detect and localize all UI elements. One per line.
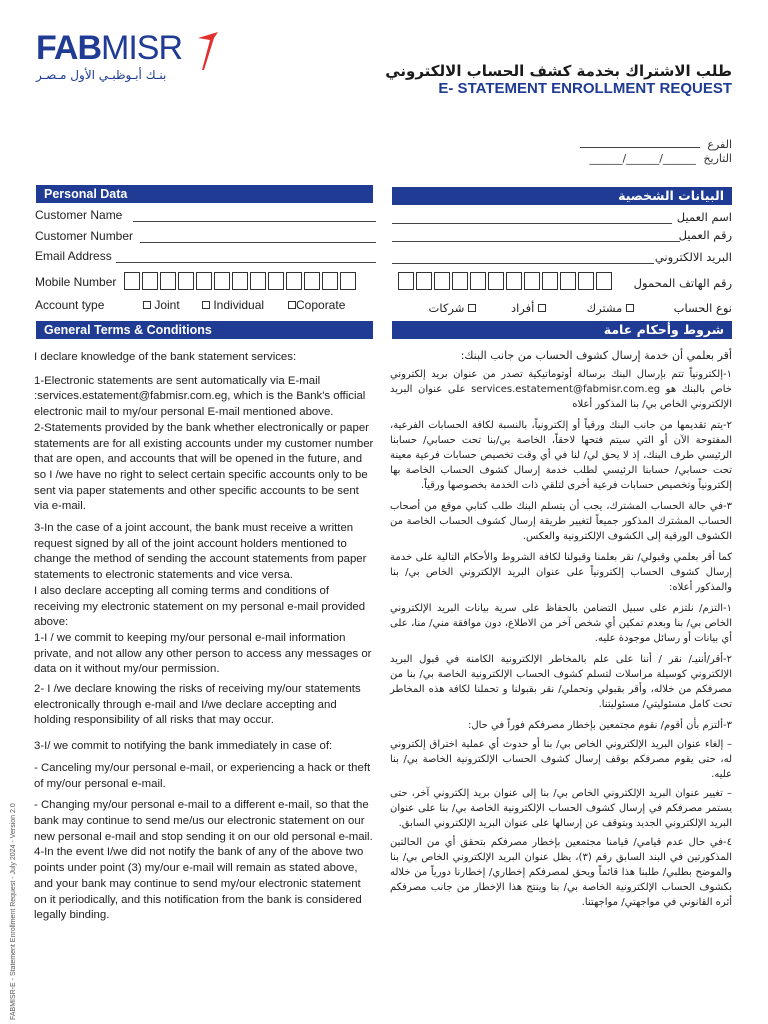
mobile-digit-boxes[interactable]	[124, 272, 356, 290]
mobile-label: Mobile Number	[35, 275, 117, 289]
terms-header-ar: شروط وأحكام عامة	[392, 321, 732, 339]
checkbox-square[interactable]	[288, 301, 296, 309]
terms-ar-item: – إلغاء عنوان البريد الإلكتروني الخاص بي/ بنا أو حدوث أي عملية اختراق إلكتروني له، حتى يقوم مصرفكم بوقف إرسال كشوف الحساب الإلكترونية الخاصة بي/ بنا عليه.	[390, 739, 732, 780]
digit-box[interactable]	[286, 272, 302, 290]
terms-ar-item: ٢-يتم تقديمها من جانب البنك ورقياً أو إلكترونياً، بالنسبة لكافة الحسابات الفرعية، المفتوحة الآن أو التي سيتم فتحها لاحقاً، الخاصة بي/بنا تحت حسابي/ حسابنا الرئيسي طرف البنك، إذ لا يحق لي/ لنا في أي وقت تخصيص حسابات فرعية معينة تحت حسابي/ حسابنا الرئيسي لطلب خدمة إرسال كشوف الحساب الخاصة بها إلكترونياً وتخصيص حسابات فرعية أخرى لتلقي ذات الخدمة بخصوصها ورقياً.	[390, 420, 732, 491]
digit-box[interactable]	[488, 272, 504, 290]
digit-box[interactable]	[250, 272, 266, 290]
customer-name-input-ar[interactable]	[392, 223, 672, 224]
document-code: FABMISR-E - Statement Enrollment Request - July 2024 - Version 2.0	[10, 803, 17, 1020]
customer-number-label: Customer Number	[35, 229, 134, 243]
terms-ar-intro: أقر بعلمي أن خدمة إرسال كشوف الحساب من جانب البنك:	[460, 349, 732, 362]
digit-box[interactable]	[178, 272, 194, 290]
corporate-label-ar: شركات	[428, 301, 465, 315]
email-label: Email Address	[35, 249, 112, 263]
digit-box[interactable]	[124, 272, 140, 290]
account-type-label: Account type	[35, 298, 105, 312]
logo-fab: FAB	[36, 29, 101, 67]
customer-number-label-ar: رقم العميل	[678, 228, 732, 242]
logo-mark-icon	[194, 30, 220, 72]
terms-ar-item: كما أقر بعلمي وقبولي/ نقر بعلمنا وقبولنا لكافة الشروط والأحكام التالية على خدمة إرسال كشوف الحساب إلكترونياً على عنوان البريد الإلكتروني الخاص بي/ بنا والمذكور أعلاه:	[390, 552, 732, 593]
corporate-checkbox-ar[interactable]	[429, 301, 476, 315]
joint-label: Joint	[154, 298, 180, 312]
digit-box[interactable]	[304, 272, 320, 290]
digit-box[interactable]	[524, 272, 540, 290]
terms-ar-item: ٤-في حال عدم قيامي/ قيامنا مجتمعين بإخطار مصرفكم بتحقق أي من الحالتين المذكورتين في البند السابق رقم (٣)، يظل عنوان البريد الإلكتروني الخاص بي/ بنا والموضح بطلبي/ طلبنا هذا قائماً ويحق لمصرفكم إخطاري/ إخطارنا دورياً من خلاله بكشوف الحساب الإلكترونية الخاصة بي/ بنا وينتج هذا الإخطار من جانب مصرفكم أثره القانوني في مواجهتي/ مواجهتنا.	[390, 837, 732, 908]
date-label: التاريخ	[703, 152, 732, 165]
title-english: E- STATEMENT ENROLLMENT REQUEST	[438, 80, 732, 97]
checkbox-square[interactable]	[468, 304, 476, 312]
customer-name-label-ar: اسم العميل	[676, 210, 732, 224]
checkbox-square[interactable]	[143, 301, 151, 309]
digit-box[interactable]	[196, 272, 212, 290]
terms-ar-item: ٢-أقر/أننيـ/ نقر / أننا على علم بالمخاطر الإلكترونية الكامنة في قبول البريد الإلكتروني كوسيلة مراسلات لتسلم كشوف الحساب الإلكترونية الخاصة بي/ بنا من مصرفكم من خلاله، وأقر بقبولي وتحملي/ نقر بقبولنا و تحملنا لكافة هذه المخاطر تحت كامل مسئوليتي/ مسئوليتنا.	[390, 654, 732, 710]
digit-box[interactable]	[268, 272, 284, 290]
customer-number-input[interactable]	[140, 242, 376, 243]
email-input[interactable]	[116, 262, 376, 263]
digit-box[interactable]	[542, 272, 558, 290]
individual-checkbox-ar[interactable]	[511, 301, 546, 315]
terms-ar-item: ١-إلكترونياً تتم بإرسال البنك برسالة أوتوماتيكية تصدر من عنوان بريد إلكتروني خاص بالبنك هو services.estatement@fabmisr.com.eg على عنوان البريد الإلكتروني الخاص بي/ بنا المذكور أعلاه	[390, 369, 732, 410]
date-field[interactable]	[590, 152, 732, 165]
personal-data-header: Personal Data	[36, 185, 373, 203]
joint-checkbox[interactable]	[143, 298, 180, 312]
digit-box[interactable]	[416, 272, 432, 290]
branch-line	[580, 147, 700, 148]
email-input-ar[interactable]	[392, 263, 654, 264]
email-label-ar: البريد الالكتروني	[654, 250, 732, 264]
mobile-label-ar: رقم الهاتف المحمول	[633, 276, 732, 290]
customer-name-input[interactable]	[133, 221, 376, 222]
branch-label: الفرع	[707, 138, 732, 151]
terms-en-item: 1-Electronic statements are sent automatically via E-mail :services.estatement@fabmisr.com.eg, which is the Bank's official electronic mail to my/our personal E-mail mentioned above.	[34, 374, 366, 419]
terms-ar-item: – تغيير عنوان البريد الإلكتروني الخاص بي/ بنا إلى عنوان بريد إلكتروني آخر، حتى يستمر مصرفكم في إرسال كشوف الحساب الإلكترونية الخاصة بي/ بنا على عنوان البريد الإلكتروني الجديد وبتوقف عن إرسالها على عنوان البريد الإلكتروني السابق.	[390, 788, 732, 829]
terms-en-intro: I declare knowledge of the bank statement services:	[34, 351, 297, 363]
logo-arabic: بنـك أبـوظبـي الأول مـصـر	[36, 68, 167, 82]
terms-en-item: 2-Statements provided by the bank whether electronically or paper statements are for all existing accounts under my customer number that are open, and accounts that will be opened in the future, and so I /we have no right to select certain specific accounts only to be sent via paper statements and other specific accounts to be sent via e-mail.	[34, 421, 374, 513]
title-arabic: طلب الاشتراك بخدمة كشف الحساب الالكتروني	[385, 62, 732, 80]
terms-en-item: I also declare accepting all coming terms and conditions of receiving my electronic statement on my personal e-mail provided above:	[34, 584, 366, 629]
joint-checkbox-ar[interactable]	[587, 301, 634, 315]
individual-checkbox[interactable]	[202, 298, 264, 312]
terms-arabic	[390, 348, 732, 910]
customer-name-label: Customer Name	[35, 208, 123, 222]
terms-english	[34, 350, 376, 924]
digit-box[interactable]	[160, 272, 176, 290]
terms-en-item: 1-I / we commit to keeping my/our personal e-mail information private, and not allow any other person to access any messages or data on it without my/our permission.	[34, 631, 372, 676]
joint-label-ar: مشترك	[586, 301, 623, 315]
digit-box[interactable]	[452, 272, 468, 290]
logo-misr: MISR	[101, 29, 182, 67]
terms-ar-item: ٣-ألتزم بأن أقوم/ نقوم مجتمعين بإخطار مصرفكم فوراً في حال:	[468, 720, 732, 731]
terms-en-item: 4-In the event I/we did not notify the bank of any of the above two points under point (3) my/our e-mail will remain as stated above, and your bank may continue to send my/our electronic statement on it periodically, and this notification from the bank is considered legally binding.	[34, 846, 364, 922]
digit-box[interactable]	[470, 272, 486, 290]
branch-field[interactable]	[580, 138, 732, 151]
terms-en-item: 3-I/ we commit to notifying the bank immediately in case of:	[34, 740, 333, 753]
checkbox-square[interactable]	[538, 304, 546, 312]
digit-box[interactable]	[214, 272, 230, 290]
terms-en-item: 2- I /we declare knowing the risks of receiving my/our statements electronically through e-mail and I/we declare accepting and holding responsibility of all risks that may occur.	[34, 683, 361, 727]
digit-box[interactable]	[232, 272, 248, 290]
digit-box[interactable]	[578, 272, 594, 290]
mobile-digit-boxes-ar[interactable]	[398, 272, 612, 290]
checkbox-square[interactable]	[626, 304, 634, 312]
individual-label: Individual	[213, 298, 265, 312]
digit-box[interactable]	[434, 272, 450, 290]
digit-box[interactable]	[506, 272, 522, 290]
digit-box[interactable]	[560, 272, 576, 290]
terms-en-item: - Canceling my/our personal e-mail, or experiencing a hack or theft of my/our personal e-mail.	[34, 761, 371, 790]
digit-box[interactable]	[340, 272, 356, 290]
digit-box[interactable]	[142, 272, 158, 290]
digit-box[interactable]	[398, 272, 414, 290]
digit-box[interactable]	[322, 272, 338, 290]
digit-box[interactable]	[596, 272, 612, 290]
checkbox-square[interactable]	[202, 301, 210, 309]
bank-logo	[36, 30, 226, 100]
terms-en-item: - Changing my/our personal e-mail to a different e-mail, so that the bank may continue to send me/us our electronic statement on our new personal e-mail and stop sending it on our old personal e-mail.	[34, 799, 373, 843]
corporate-checkbox[interactable]	[288, 298, 345, 312]
terms-en-item: 3-In the case of a joint account, the bank must receive a written request signed by all of the joint account holders mentioned to change the method of sending the account statements from paper statements to electronic statements and vice versa.	[34, 522, 367, 582]
individual-label-ar: أفراد	[510, 301, 535, 315]
terms-ar-item: ١-التزم/ نلتزم على سبيل التضامن بالحفاظ على سرية بيانات البريد الإلكتروني الخاص بي/ بنا وبعدم تمكين أي شخص آخر من الاطلاع، دون موافقة مني/ منا، على أي بيانات أو رسائل موجودة عليه.	[390, 603, 732, 644]
terms-header: General Terms & Conditions	[36, 321, 373, 339]
date-blanks: ______/______/______	[589, 152, 696, 165]
corporate-label: Coporate	[296, 298, 346, 312]
terms-ar-item: ٣-في حالة الحساب المشترك، يجب أن يتسلم البنك طلب كتابي موقع من أصحاب الحساب المشترك المذكور جميعاً لتغيير طريقة إرسال كشوف الحساب الخاصة من الكشوف الورقية إلى الكشوف الإلكترونية والعكس.	[390, 501, 732, 542]
account-type-label-ar: نوع الحساب	[673, 301, 732, 315]
customer-number-input-ar[interactable]	[392, 241, 680, 242]
personal-data-header-ar: البيانات الشخصية	[392, 187, 732, 205]
